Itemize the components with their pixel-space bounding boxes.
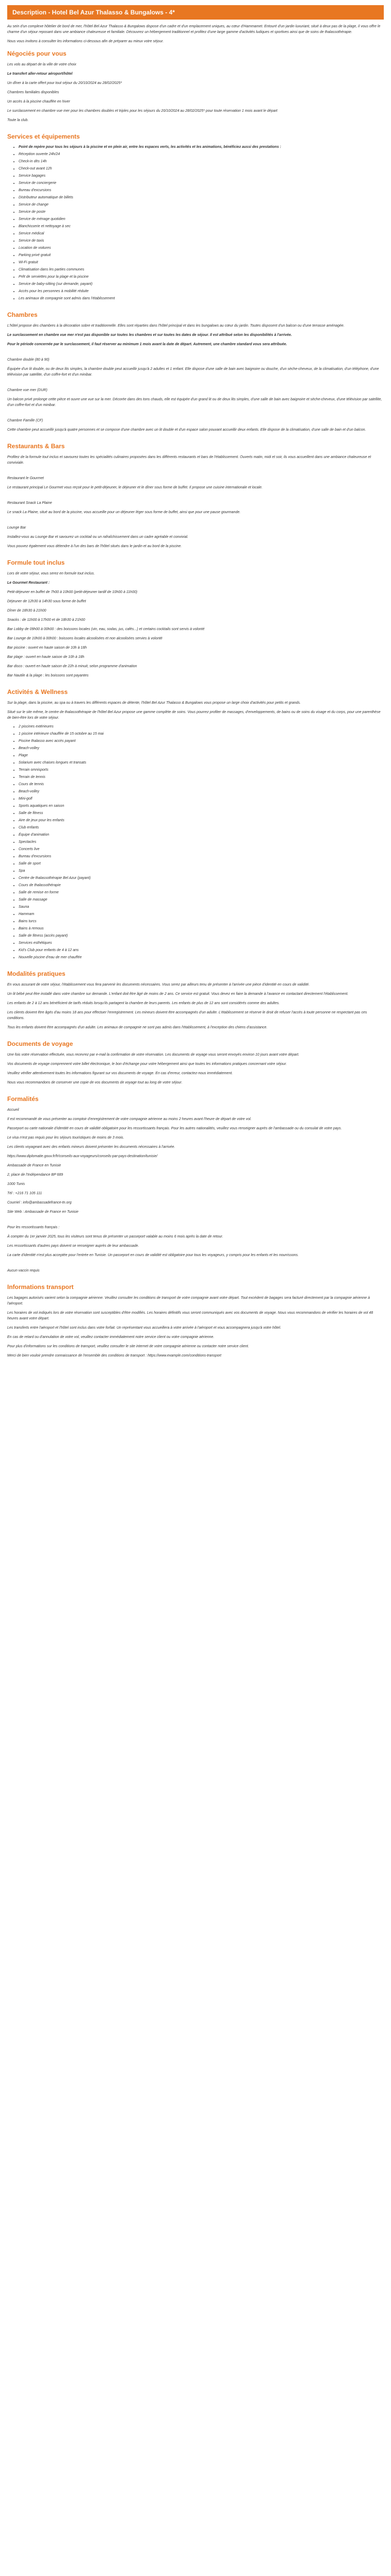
activity-item: • Nouvelle piscine d'eau de mer chauffée bbox=[19, 955, 384, 960]
activity-item: • Salle de massage bbox=[19, 897, 384, 903]
activity-item: • Salle de fitness (accès payant) bbox=[19, 934, 384, 939]
intro-paragraph: Nous vous invitons à consulter les informations ci-dessous afin de préparer au mieux votre séjour. bbox=[7, 40, 164, 43]
service-item: • Check-in dès 14h bbox=[19, 159, 384, 164]
section-title-documents: Documents de voyage bbox=[7, 1040, 73, 1047]
documents-paragraph: Une fois votre réservation effectuée, vous recevrez par e-mail la confirmation de votre réservation. Les documents de voyage vous seront envoyés environ 10 jours avant votre départ. bbox=[7, 1053, 300, 1057]
restaurants-paragraph: Profitez de la formule tout inclus et savourez toutes les spécialités culinaires proposées dans les différents restaurants et bars de l'établissement. Ouverts matin, midi et soir, ils vous accueillent dans une ambiance chaleureuse et conviviale. bbox=[7, 455, 371, 465]
service-item: • Blanchisserie et nettoyage à sec bbox=[19, 224, 384, 229]
service-item: • Service de conciergerie bbox=[19, 181, 384, 186]
section-title-formule: Formule tout inclus bbox=[7, 559, 65, 566]
section-title-modalites: Modalités pratiques bbox=[7, 970, 66, 977]
documents-paragraph: Vos documents de voyage comprennent votre billet électronique, le bon d'échange pour votre hébergement ainsi que toutes les informations pratiques concernant votre séjour. bbox=[7, 1062, 287, 1066]
activity-item: • Sports aquatiques en saison bbox=[19, 804, 384, 809]
negocies-line: Le transfert aller-retour aéroport/hôtel bbox=[7, 72, 73, 76]
activity-item: • 2 piscines extérieures bbox=[19, 724, 384, 730]
formule-line: Bar disco : ouvert en haute saison de 22h à minuit, selon programme d'animation bbox=[7, 665, 137, 668]
formalites-paragraph: La carte d'identité n'est plus acceptée pour l'entrée en Tunisie. Un passeport en cours de validité est obligatoire pour tous les voyageurs, y compris pour les enfants et les nourrissons. bbox=[7, 1253, 299, 1257]
restaurant-name: Restaurant le Gourmet bbox=[7, 477, 44, 480]
activity-item: • Cours de tennis bbox=[19, 782, 384, 787]
formalites-paragraph: Il est recommandé de vous présenter au comptoir d'enregistrement de votre compagnie aérienne au moins 2 heures avant l'heure de départ de votre vol. bbox=[7, 1117, 252, 1121]
room-name: Chambre vue mer (DUR) bbox=[7, 388, 47, 392]
service-item: • Distributeur automatique de billets bbox=[19, 195, 384, 200]
activity-item: • Services esthétiques bbox=[19, 941, 384, 946]
formalites-paragraph: Pour les ressortissants français : bbox=[7, 1226, 60, 1229]
activity-item: • Cours de thalassothérapie bbox=[19, 883, 384, 888]
service-item: • Service de ménage quotidien bbox=[19, 217, 384, 222]
activity-item: • Bureau d'excursions bbox=[19, 854, 384, 859]
room-name: Chambre Famille (CF) bbox=[7, 419, 43, 422]
activity-item: • 1 piscine intérieure chauffée de 15 octobre au 15 mai bbox=[19, 732, 384, 737]
intro-paragraph: Au sein d'un complexe hôtelier de bord de mer, l'hôtel Bel Azur Thalasso & Bungalows dispose d'un cadre et d'un emplacement uniques, au cœur d'Hammamet. Entouré d'un jardin luxuriant, situé à deux pas de la plage, il vous offre le charme d'un séjour reposant dans une ambiance chaleureuse et familiale. Découvrez un hébergement traditionnel et profitez d'une large gamme d'activités ludiques et sportives ainsi que de soins de thalassothérapie. bbox=[7, 25, 381, 34]
room-description: Cette chambre peut accueillir jusqu'à quatre personnes et se compose d'une chambre avec un lit double et d'un espace salon pouvant accueillir deux enfants. Elle dispose de la climatisation, d'une salle de bain et d'un balcon. bbox=[7, 428, 366, 432]
restaurants-paragraph: Le snack La Plaine, situé au bord de la piscine, vous accueille pour un déjeuner léger sous forme de buffet, ainsi que pour une pause gourmande. bbox=[7, 511, 241, 514]
documents-paragraph: Nous vous recommandons de conserver une copie de vos documents de voyage tout au long de votre séjour. bbox=[7, 1081, 183, 1084]
service-item: • Prêt de serviettes pour la plage et la piscine bbox=[19, 275, 384, 280]
activity-item: • Club enfants bbox=[19, 825, 384, 831]
service-item: • Service médical bbox=[19, 231, 384, 236]
service-item: • Service de taxis bbox=[19, 239, 384, 244]
service-item: • Location de voitures bbox=[19, 246, 384, 251]
activity-item: • Salle de fitness bbox=[19, 811, 384, 816]
negocies-line: Le surclassement en chambre vue mer pour les chambres doubles et triples pour les séjours du 20/10/2024 au 28/02/2025* pour toute réservation 1 mois avant le départ bbox=[7, 109, 278, 113]
service-item: • Les animaux de compagnie sont admis dans l'établissement bbox=[19, 296, 384, 301]
modalites-paragraph: En vous assurant de votre séjour, l'établissement vous fera parvenir les documents nécessaires. Vous serez par ailleurs tenu de présenter à l'arrivée une pièce d'identité en cours de validité. bbox=[7, 983, 310, 987]
negocies-line: Les vols au départ de la ville de votre choix bbox=[7, 63, 76, 66]
chambres-paragraph: L'hôtel propose des chambres à la décoration sobre et traditionnelle. Elles sont réparties dans l'hôtel principal et dans les bungalows au cœur du jardin. Toutes disposent d'un balcon ou d'une terrasse aménagée. bbox=[7, 324, 345, 328]
activity-item: • Centre de thalassothérapie Bel Azur (payant) bbox=[19, 876, 384, 881]
activites-list bbox=[7, 724, 384, 960]
formule-line: Le Gourmet Restaurant : bbox=[7, 581, 50, 585]
restaurants-paragraph: Installez-vous au Lounge Bar et savourez un cocktail ou un rafraîchissement dans un cadre agréable et convivial. bbox=[7, 535, 188, 539]
section-title-transport: Informations transport bbox=[7, 1283, 74, 1291]
service-item: • Check-out avant 12h bbox=[19, 166, 384, 172]
modalites-paragraph: Les clients doivent être âgés d'au moins 18 ans pour effectuer l'enregistrement. Les mineurs doivent être accompagnés d'un adulte. L'établissement se réserve le droit de refuser l'accès à toute personne ne respectant pas ces conditions. bbox=[7, 1011, 367, 1020]
service-item: • Parking privé gratuit bbox=[19, 253, 384, 258]
activity-item: • Solarium avec chaises longues et transats bbox=[19, 760, 384, 766]
negocies-line: Un accès à la piscine chauffée en hiver bbox=[7, 100, 70, 104]
activity-item: • Spa bbox=[19, 869, 384, 874]
formule-line: Déjeuner de 12h30 à 14h30 sous forme de buffet bbox=[7, 600, 86, 603]
room-description: Équipée d'un lit double, ou de deux lits simples, la chambre double peut accueillir jusqu'à 2 adultes et 1 enfant. Elle dispose d'une salle de bain avec baignoire ou douche, d'un sèche-cheveux, de la climatisation, d'un téléphone, d'une télévision par satellite, d'un coffre-fort et d'un minibar. bbox=[7, 367, 379, 377]
activity-item: • Beach-volley bbox=[19, 746, 384, 751]
activity-item: • Spectacles bbox=[19, 840, 384, 845]
formalites-paragraph: Tél : +216 71 105 111 bbox=[7, 1192, 42, 1195]
restaurant-name: Restaurant Snack La Plaine bbox=[7, 501, 52, 505]
formalites-paragraph: Les ressortissants d'autres pays doivent se renseigner auprès de leur ambassade. bbox=[7, 1244, 139, 1248]
section-title-services: Services et équipements bbox=[7, 133, 80, 140]
activity-item: • Hammam bbox=[19, 912, 384, 917]
modalites-paragraph: Un lit bébé peut être installé dans votre chambre sur demande. L'enfant doit être âgé de moins de 2 ans. Ce service est gratuit. Vous devez en faire la demande à l'avance en contactant directement l'établissement. bbox=[7, 992, 349, 996]
service-item: • Climatisation dans les parties communes bbox=[19, 267, 384, 273]
formule-line: Bar plage : ouvert en haute saison de 10h à 18h bbox=[7, 655, 85, 659]
section-title-restaurants: Restaurants & Bars bbox=[7, 443, 65, 450]
formalites-paragraph: 1000 Tunis bbox=[7, 1182, 25, 1186]
room-name: Chambre double (80 à 90) bbox=[7, 358, 50, 362]
activity-item: • Équipe d'animation bbox=[19, 833, 384, 838]
negocies-line: Toute la club. bbox=[7, 118, 29, 122]
page-title-banner: Description - Hotel Bel Azur Thalasso & Bungalows - 4* bbox=[7, 5, 384, 20]
activity-item: • Aire de jeux pour les enfants bbox=[19, 818, 384, 823]
formalites-paragraph: Courriel : info@ambassadefrance-tn.org bbox=[7, 1201, 72, 1205]
services-intro: • Point de repère pour tous les séjours à la piscine et en plein air, entre les espaces verts, les activités et les animations, bénéficiez aussi des prestations : bbox=[19, 145, 384, 150]
formalites-paragraph: Accueil bbox=[7, 1108, 19, 1112]
formalites-paragraph: Les clients voyageant avec des enfants mineurs doivent présenter les documents nécessaires à l'arrivée. bbox=[7, 1145, 175, 1149]
services-list bbox=[7, 145, 384, 301]
formule-line: Bar Lobby de 09h00 à 00h00 : des boissons locales (vin, eau, sodas, jus, cafés...) et certains cocktails sont servis à volonté bbox=[7, 628, 205, 631]
room-description: Un balcon privé prolonge cette pièce et ouvre une vue sur la mer. Décorée dans des tons chauds, elle est équipée d'un grand lit ou de deux lits simples, d'une salle de bain avec baignoire et sèche-cheveux, d'une télévision par satellite, d'un coffre-fort et d'un minibar. bbox=[7, 398, 382, 407]
section-title-negocies: Négociés pour vous bbox=[7, 50, 67, 57]
formalites-paragraph: Aucun vaccin requis bbox=[7, 1269, 40, 1273]
section-title-activites: Activités & Wellness bbox=[7, 688, 68, 696]
service-item: • Service de baby-sitting (sur demande, payant) bbox=[19, 282, 384, 287]
formalites-paragraph: 2, place de l'Indépendance BP 689 bbox=[7, 1173, 63, 1177]
service-item: • Service bagages bbox=[19, 174, 384, 179]
formule-line: Petit-déjeuner en buffet de 7h00 à 10h00 (petit-déjeuner tardif de 10h00 à 11h00) bbox=[7, 590, 138, 594]
section-title-formalites: Formalités bbox=[7, 1095, 39, 1103]
formalites-link[interactable]: https://www.diplomatie.gouv.fr/fr/conseils-aux-voyageurs/conseils-par-pays-destination/tunisie/ bbox=[7, 1155, 158, 1158]
activity-item: • Beach-volley bbox=[19, 789, 384, 794]
activity-item: • Bains turcs bbox=[19, 919, 384, 924]
chambres-paragraph: Pour le période concernée par le surclassement, il faut réserver au minimum 1 mois avant la date de départ. Autrement, une chambre standard vous sera attribuée. bbox=[7, 343, 287, 346]
activity-item: • Mini-golf bbox=[19, 796, 384, 802]
service-item: • Service de poste bbox=[19, 210, 384, 215]
transport-paragraph: En cas de retard ou d'annulation de votre vol, veuillez contacter immédiatement notre service client ou votre compagnie aérienne. bbox=[7, 1335, 215, 1339]
negocies-line: Un dîner à la carte offert pour tout séjour du 20/10/2024 au 28/02/2025* bbox=[7, 81, 122, 85]
service-item: • Accès pour les personnes à mobilité réduite bbox=[19, 289, 384, 294]
negocies-line: Chambres familiales disponibles bbox=[7, 91, 59, 94]
activity-item: • Kid's Club pour enfants de 4 à 12 ans bbox=[19, 948, 384, 953]
transport-link[interactable]: Merci de bien vouloir prendre connaissance de l'ensemble des conditions de transport : https://www.example.com/conditions-transport bbox=[7, 1354, 221, 1358]
activity-item: • Bains à remous bbox=[19, 926, 384, 931]
formalites-paragraph: Passeport ou carte nationale d'identité en cours de validité obligatoire pour les ressortissants français. Pour les autres nationalités, veuillez vous renseigner auprès de l'ambassade ou du consulat de votre pays. bbox=[7, 1127, 342, 1130]
transport-paragraph: Les transferts entre l'aéroport et l'hôtel sont inclus dans votre forfait. Un représentant vous accueillera à votre arrivée à l'aéroport et vous accompagnera jusqu'à votre hôtel. bbox=[7, 1326, 282, 1330]
activity-item: • Terrain de tennis bbox=[19, 775, 384, 780]
restaurant-name: Lounge Bar bbox=[7, 526, 26, 530]
formalites-paragraph: À compter du 1er janvier 2025, tous les visiteurs sont tenus de présenter un passeport valable au moins 6 mois après la date de retour. bbox=[7, 1235, 223, 1239]
service-item: • Service de change bbox=[19, 202, 384, 208]
transport-paragraph: Les horaires de vol indiqués lors de votre réservation sont susceptibles d'être modifiés. Les horaires définitifs vous seront communiqués avec vos documents de voyage. Nous vous recommandons de vérifier les horaires de vol 48 heures avant votre départ. bbox=[7, 1311, 373, 1320]
formule-line: Lors de votre séjour, vous serez en formule tout inclus. bbox=[7, 572, 95, 575]
transport-paragraph: Les bagages autorisés varient selon la compagnie aérienne. Veuillez consulter les conditions de transport de votre compagnie avant votre départ. Tout excédent de bagages sera facturé directement par la compagnie aérienne à l'aéroport. bbox=[7, 1296, 370, 1306]
restaurants-paragraph: Le restaurant principal Le Gourmet vous reçoit pour le petit-déjeuner, le déjeuner et le dîner sous forme de buffet. Il propose une cuisine internationale et locale. bbox=[7, 486, 263, 489]
formalites-paragraph: Ambassade de France en Tunisie bbox=[7, 1164, 61, 1167]
activity-item: • Salle de sport bbox=[19, 861, 384, 867]
modalites-paragraph: Tous les enfants doivent être accompagnés d'un adulte. Les animaux de compagnie ne sont pas admis dans l'établissement, à l'exception des chiens d'assistance. bbox=[7, 1026, 268, 1029]
service-item: • Wi-Fi gratuit bbox=[19, 260, 384, 265]
formalites-paragraph: Site Web : Ambassade de France en Tunisie bbox=[7, 1210, 78, 1214]
activity-item: • Terrain omnisports bbox=[19, 768, 384, 773]
activity-item: • Sauna bbox=[19, 905, 384, 910]
transport-paragraph: Pour plus d'informations sur les conditions de transport, veuillez consulter le site internet de votre compagnie aérienne ou contacter notre service client. bbox=[7, 1345, 249, 1348]
documents-paragraph: Veuillez vérifier attentivement toutes les informations figurant sur vos documents de voyage. En cas d'erreur, contactez-nous immédiatement. bbox=[7, 1072, 233, 1075]
service-item: • Bureau d'excursions bbox=[19, 188, 384, 193]
formule-line: Bar Nautile & la plage : les boissons sont payantes bbox=[7, 674, 89, 677]
activity-item: • Salle de remise en forme bbox=[19, 890, 384, 895]
formule-line: Bar Lounge de 10h00 à 00h00 : boissons locales alcoolisées et non alcoolisées servies à volonté bbox=[7, 637, 162, 640]
formalites-paragraph: Le visa n'est pas requis pour les séjours touristiques de moins de 3 mois. bbox=[7, 1136, 124, 1140]
formule-line: Bar piscine : ouvert en haute saison de 10h à 18h bbox=[7, 646, 87, 650]
activity-item: • Concerts live bbox=[19, 847, 384, 852]
modalites-paragraph: Les enfants de 2 à 12 ans bénéficient de tarifs réduits lorsqu'ils partagent la chambre de leurs parents. Les enfants de plus de 12 ans sont considérés comme des adultes. bbox=[7, 1002, 280, 1005]
activites-paragraph: Sur la plage, dans la piscine, au spa ou à travers les différents espaces de détente, l'hôtel Bel Azur Thalasso & Bungalows vous propose un large choix d'activités pour petits et grands. bbox=[7, 701, 301, 705]
formule-line: Snacks : de 11h00 à 17h00 et de 18h30 à 21h00 bbox=[7, 618, 85, 622]
activity-item: • Piscine thalasso avec accès payant bbox=[19, 739, 384, 744]
chambres-paragraph: Le surclassement en chambre vue mer n'est pas disponible sur toutes les chambres et sur toutes les dates de séjour. Il est attribué selon les disponibilités à l'arrivée. bbox=[7, 333, 292, 337]
section-title-chambres: Chambres bbox=[7, 311, 38, 318]
activity-item: • Plage bbox=[19, 753, 384, 758]
formule-line: Dîner de 18h30 à 21h00 bbox=[7, 609, 46, 613]
activites-paragraph: Situé sur le site même, le centre de thalassothérapie de l'hôtel Bel Azur propose une gamme complète de soins. Vous pourrez profiter de massages, d'enveloppements, de bains ou de soins du visage et du corps, pour une parenthèse de bien-être lors de votre séjour. bbox=[7, 710, 381, 720]
service-item: • Réception ouverte 24h/24 bbox=[19, 152, 384, 157]
restaurants-paragraph: Vous pouvez également vous détendre à l'un des bars de l'hôtel situés dans le jardin et au bord de la piscine. bbox=[7, 545, 182, 548]
